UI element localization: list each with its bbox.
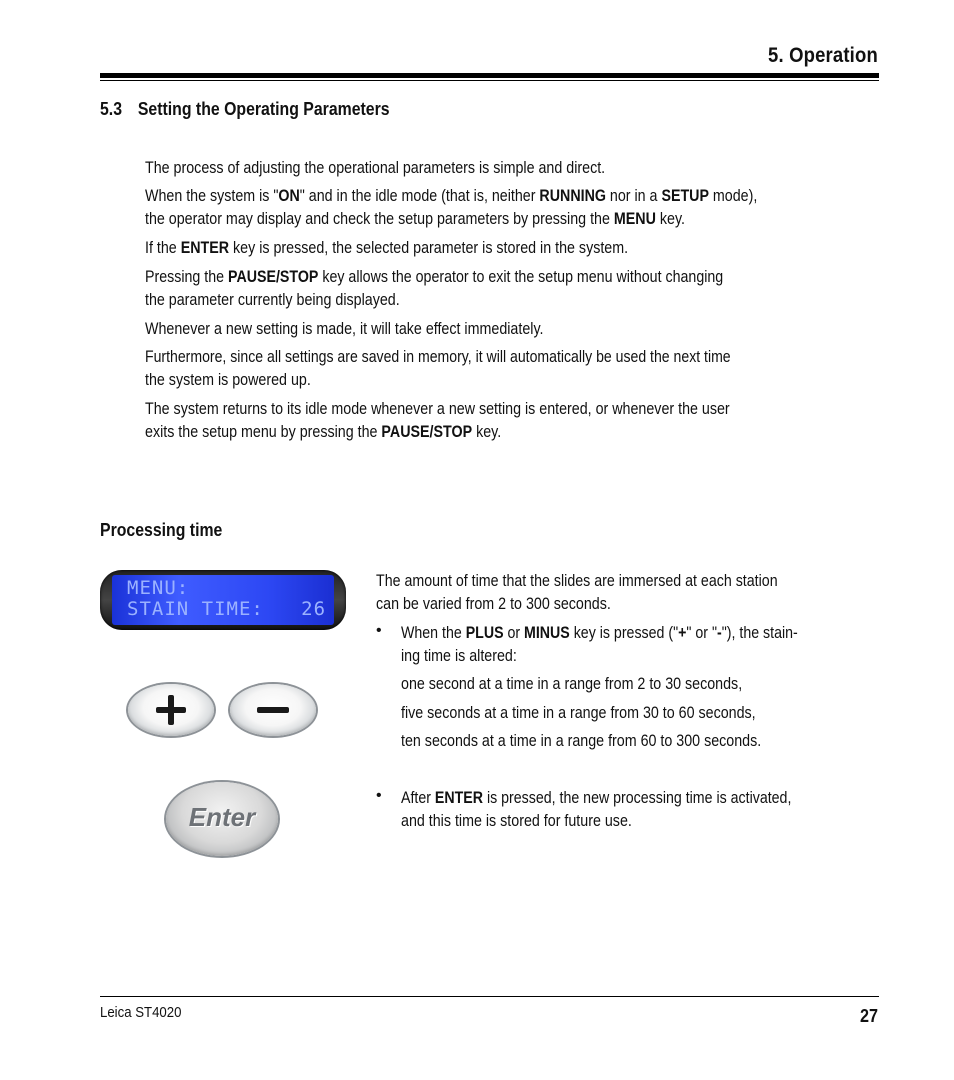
intro-paragraph-5: Whenever a new setting is made, it will take effect immediately. (145, 320, 544, 338)
intro-paragraph-2: When the system is "ON" and in the idle mode (that is, neither RUNNING nor in a SETUP mode), the operator may display and check the setup parameters by pressing the MENU key. (145, 187, 758, 228)
intro-paragraph-7: The system returns to its idle mode whenever a new setting is entered, or whenever the user exits the setup menu by pressing the PAUSE/STOP key. (145, 400, 730, 441)
lcd-line-2: STAIN TIME: 26 (127, 598, 327, 620)
range-line-1: one second at a time in a range from 2 to 30 seconds, (401, 675, 743, 693)
intro-paragraph-6: Furthermore, since all settings are saved in memory, it will automatically be used the next time the system is powered up. (145, 348, 731, 389)
intro-paragraph-1: The process of adjusting the operational parameters is simple and direct. (145, 159, 606, 177)
enter-key-label: Enter (188, 802, 256, 832)
enter-key-image (166, 782, 278, 856)
lcd-screen (112, 575, 334, 625)
bullet-1-text: When the PLUS or MINUS key is pressed ("+" or "-"), the stain- ing time is altered: (401, 624, 798, 665)
plus-key-image (128, 684, 214, 736)
bullet-1-marker: • (376, 622, 382, 639)
intro-paragraph-3: If the ENTER key is pressed, the selected parameter is stored in the system. (145, 239, 629, 257)
intro-paragraph-4: Pressing the PAUSE/STOP key allows the operator to exit the setup menu without changing the parameter currently being displayed. (145, 268, 724, 309)
lcd-display (100, 570, 346, 630)
range-line-3: ten seconds at a time in a range from 60 to 300 seconds. (401, 732, 762, 750)
chapter-title: 5. Operation (768, 44, 878, 67)
bullet-2-marker: • (376, 787, 382, 804)
processing-description: The amount of time that the slides are immersed at each station can be varied from 2 to 300 seconds. (376, 572, 778, 613)
range-line-2: five seconds at a time in a range from 30 to 60 seconds, (401, 704, 756, 722)
header-rule-thin (100, 80, 879, 81)
plus-icon (128, 684, 214, 736)
footer-product-name: Leica ST4020 (100, 1004, 182, 1021)
minus-icon (230, 684, 316, 736)
minus-key-image (230, 684, 316, 736)
bullet-2-text: After ENTER is pressed, the new processing time is activated, and this time is stored for future use. (401, 789, 792, 830)
page-number: 27 (859, 1006, 878, 1026)
footer-rule (100, 996, 879, 997)
lcd-line-1: MENU: (127, 577, 190, 599)
processing-time-heading: Processing time (100, 520, 223, 540)
header-rule-thick (100, 73, 879, 78)
section-heading (100, 99, 390, 120)
section-title: Setting the Operating Parameters (137, 99, 390, 119)
section-number: 5.3 (100, 99, 123, 119)
